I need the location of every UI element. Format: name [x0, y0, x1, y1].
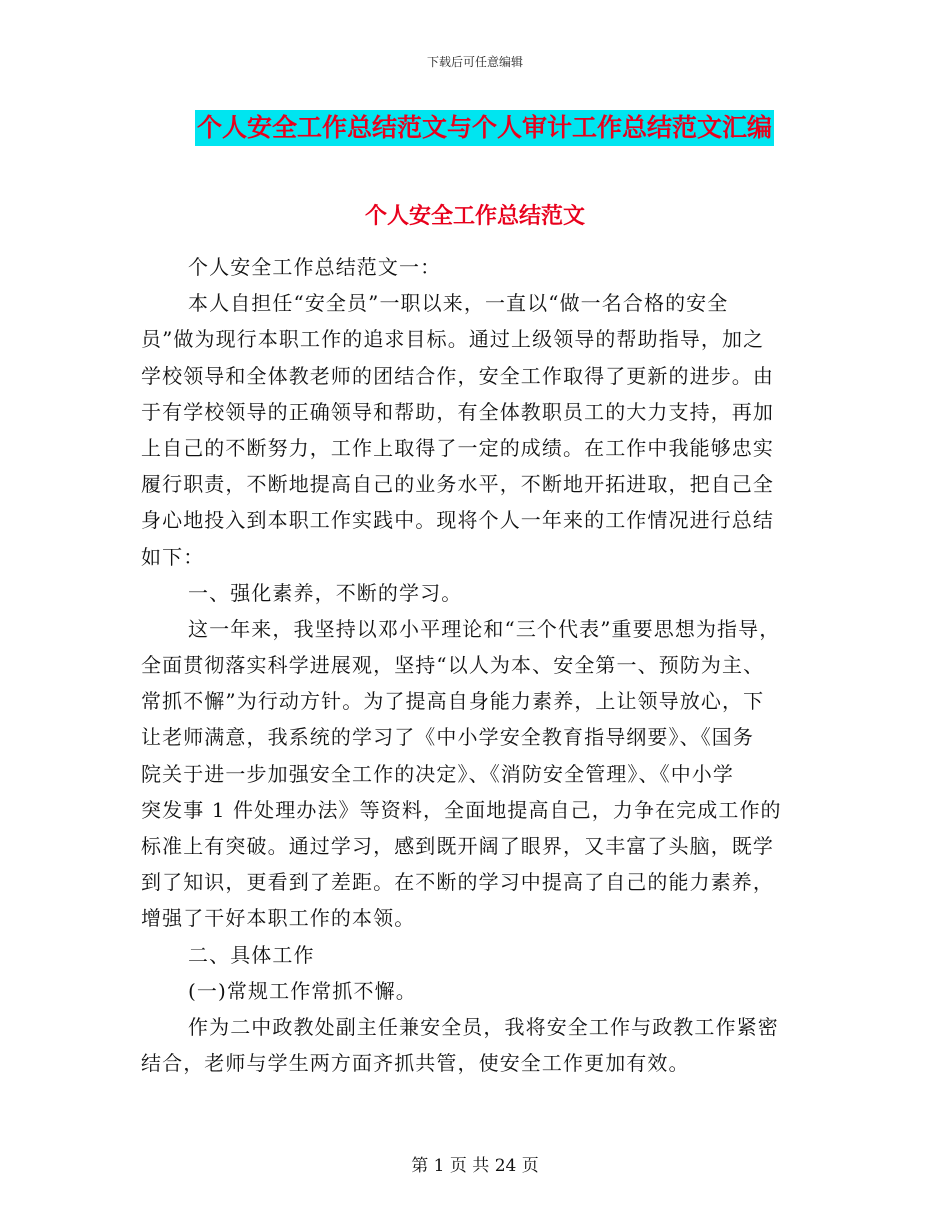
body-line: 个人安全工作总结范文一： [188, 255, 442, 279]
body-line: 于有学校领导的正确领导和帮助，有全体教职员工的大力支持，再加 [141, 399, 774, 424]
body-line: 二、具体工作 [188, 942, 315, 967]
body-line: 突发事 1 件处理办法》等资料，全面地提高自己，力争在完成工作的 [141, 797, 782, 822]
body-line: 学校领导和全体教老师的团结合作，安全工作取得了更新的进步。由 [141, 363, 774, 388]
body-line: 履行职责，不断地提高自己的业务水平，不断地开拓进取，把自己全 [141, 472, 774, 497]
body-line: 这一年来，我坚持以邓小平理论和“三个代表”重要思想为指导， [188, 616, 781, 641]
body-line: (一)常规工作常抓不懈。 [188, 978, 417, 1003]
section-title: 个人安全工作总结范文 [364, 203, 585, 229]
body-line: 身心地投入到本职工作实践中。现将个人一年来的工作情况进行总结 [141, 508, 774, 533]
body-line: 增强了干好本职工作的本领。 [141, 906, 416, 931]
page-footer: 第 1 页 共 24 页 [411, 1156, 539, 1176]
body-text [141, 249, 809, 1081]
body-line: 标准上有突破。通过学习，感到既开阔了眼界，又丰富了头脑，既学 [141, 834, 774, 858]
body-line: 常抓不懈”为行动方针。为了提高自身能力素养，上让领导放心，下 [141, 689, 765, 714]
body-line: 作为二中政教处副主任兼安全员，我将安全工作与政教工作紧密 [188, 1014, 779, 1039]
body-line: 本人自担任“安全员”一职以来，一直以“做一名合格的安全 [188, 291, 729, 316]
body-line: 全面贯彻落实科学进展观，坚持“以人为本、安全第一、预防为主、 [141, 653, 765, 678]
body-line: 院关于进一步加强安全工作的决定》、《消防安全管理》、《中小学 [141, 761, 734, 786]
header-note: 下载后可任意编辑 [426, 55, 523, 69]
body-line: 让老师满意，我系统的学习了《中小学安全教育指导纲要》、《国务 [141, 725, 754, 750]
body-line: 到了知识，更看到了差距。在不断的学习中提高了自己的能力素养， [141, 870, 774, 895]
body-line: 员”做为现行本职工作的追求目标。通过上级领导的帮助指导，加之 [141, 327, 765, 352]
body-line: 结合，老师与学生两方面齐抓共管，使安全工作更加有效。 [141, 1051, 690, 1076]
body-line: 一、强化素养，不断的学习。 [188, 580, 463, 605]
body-line: 上自己的不断努力，工作上取得了一定的成绩。在工作中我能够忠实 [141, 435, 774, 460]
body-line: 如下： [141, 544, 205, 569]
document-title-container [195, 110, 800, 146]
document-title: 个人安全工作总结范文与个人审计工作总结范文汇编 [195, 110, 774, 146]
